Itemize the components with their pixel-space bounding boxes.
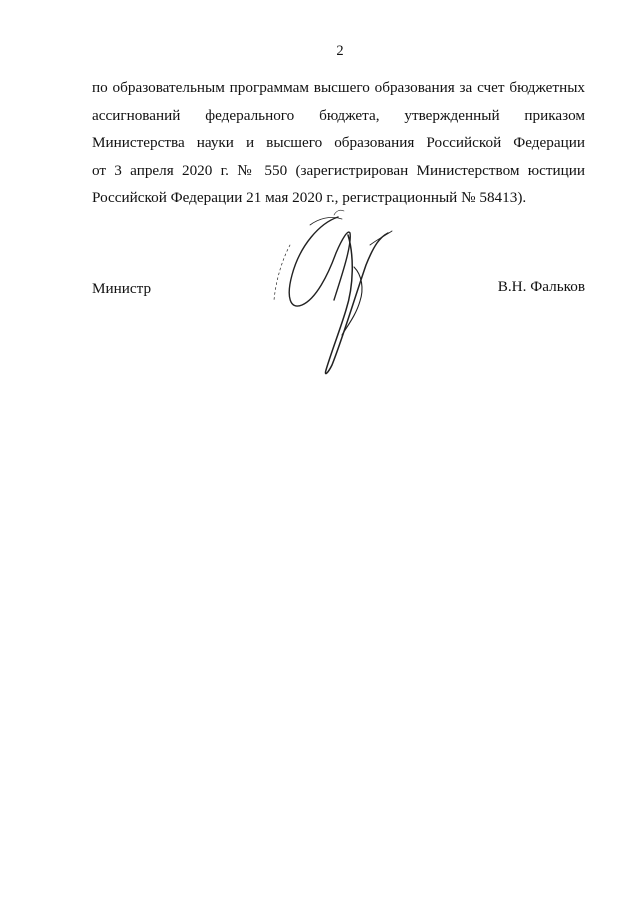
signer-name: В.Н. Фальков	[497, 278, 585, 295]
position-title: Министр	[92, 280, 152, 297]
body-line: от 3 апреля 2020 г. № 550 (зарегистрирован Министерством юстиции	[92, 161, 585, 179]
body-line: Министерства науки и высшего образования Российской Федерации	[92, 134, 585, 152]
body-line: ассигнований федерального бюджета, утвержденный приказом	[92, 106, 585, 124]
signature-stroke	[370, 231, 392, 245]
page-number: 2	[336, 43, 344, 59]
signature-stroke	[334, 210, 344, 215]
body-paragraph	[92, 74, 585, 212]
signature-block	[92, 276, 585, 306]
body-line: Российской Федерации 21 мая 2020 г., регистрационный № 58413).	[92, 189, 527, 207]
body-line: по образовательным программам высшего образования за счет бюджетных	[92, 79, 585, 96]
